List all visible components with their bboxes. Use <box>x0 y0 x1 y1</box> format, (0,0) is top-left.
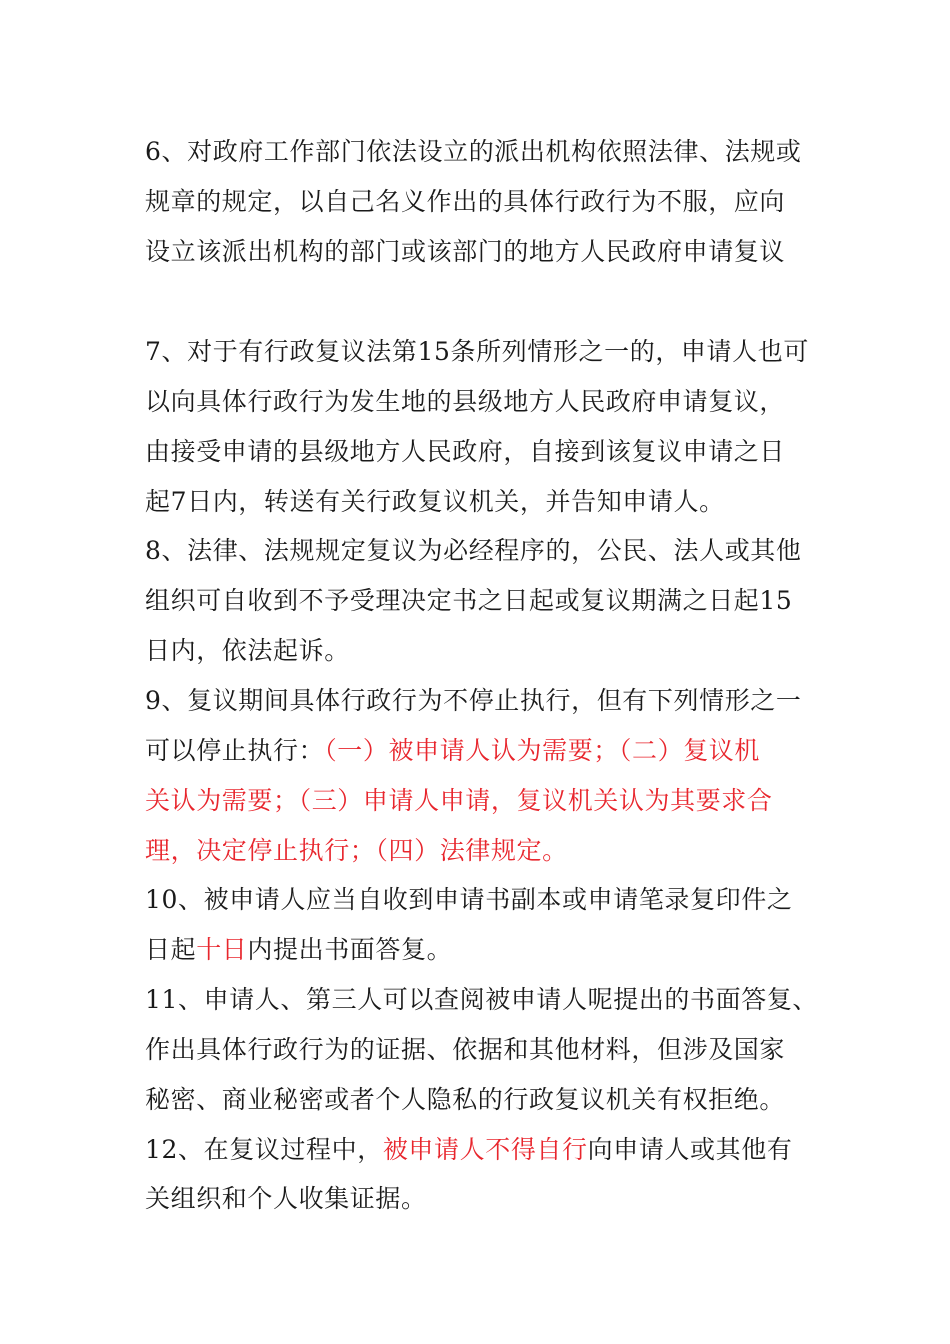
item-12-line-2: 关组织和个人收集证据。 <box>145 1184 427 1213</box>
item-9-line-3-highlight: 关认为需要；（三）申请人申请，复议机关认为其要求合 <box>145 786 773 815</box>
item-12-line-1-before: 12、在复议过程中， <box>145 1135 383 1164</box>
item-9-line-2-plain: 可以停止执行： <box>145 736 325 765</box>
item-8-line-1: 8、法律、法规规定复议为必经程序的，公民、法人或其他 <box>145 536 802 565</box>
item-6-line-2: 规章的规定，以自己名义作出的具体行政行为不服，应向 <box>145 187 786 216</box>
item-7-line-3: 由接受申请的县级地方人民政府，自接到该复议申请之日 <box>145 437 786 466</box>
item-12-line-1-highlight: 被申请人不得自行 <box>382 1135 588 1164</box>
item-10-line-2-after: 内提出书面答复。 <box>247 935 453 964</box>
item-12-line-1-after: 向申请人或其他有 <box>587 1135 793 1164</box>
item-9-line-2-highlight: （一）被申请人认为需要；（二）复议机 <box>324 736 761 765</box>
item-6-line-3: 设立该派出机构的部门或该部门的地方人民政府申请复议 <box>145 237 786 266</box>
item-11-line-1: 11、申请人、第三人可以查阅被申请人呢提出的书面答复、 <box>145 985 819 1014</box>
item-8-line-3: 日内，依法起诉。 <box>145 636 350 665</box>
item-9-line-2 <box>145 735 825 767</box>
item-9-line-1: 9、复议期间具体行政行为不停止执行，但有下列情形之一 <box>145 686 802 715</box>
item-11-line-3: 秘密、商业秘密或者个人隐私的行政复议机关有权拒绝。 <box>145 1085 786 1114</box>
item-7-line-2: 以向具体行政行为发生地的县级地方人民政府申请复议， <box>145 387 786 416</box>
item-11-line-2: 作出具体行政行为的证据、依据和其他材料，但涉及国家 <box>145 1035 786 1064</box>
item-7-line-4: 起7日内，转送有关行政复议机关，并告知申请人。 <box>145 487 725 516</box>
item-12-line-1 <box>145 1134 825 1166</box>
item-10-line-2-before: 日起 <box>145 935 197 964</box>
item-8-line-2: 组织可自收到不予受理决定书之日起或复议期满之日起15 <box>145 586 793 615</box>
item-7-line-1: 7、对于有行政复议法第15条所列情形之一的，申请人也可 <box>145 337 809 366</box>
item-10-line-1: 10、被申请人应当自收到申请书副本或申请笔录复印件之 <box>145 885 793 914</box>
item-10-line-2 <box>145 934 825 966</box>
item-9-line-4-highlight: 理，决定停止执行；（四）法律规定。 <box>145 836 568 865</box>
item-10-line-2-highlight: 十日 <box>196 935 248 964</box>
item-6-line-1: 6、对政府工作部门依法设立的派出机构依照法律、法规或 <box>145 137 802 166</box>
